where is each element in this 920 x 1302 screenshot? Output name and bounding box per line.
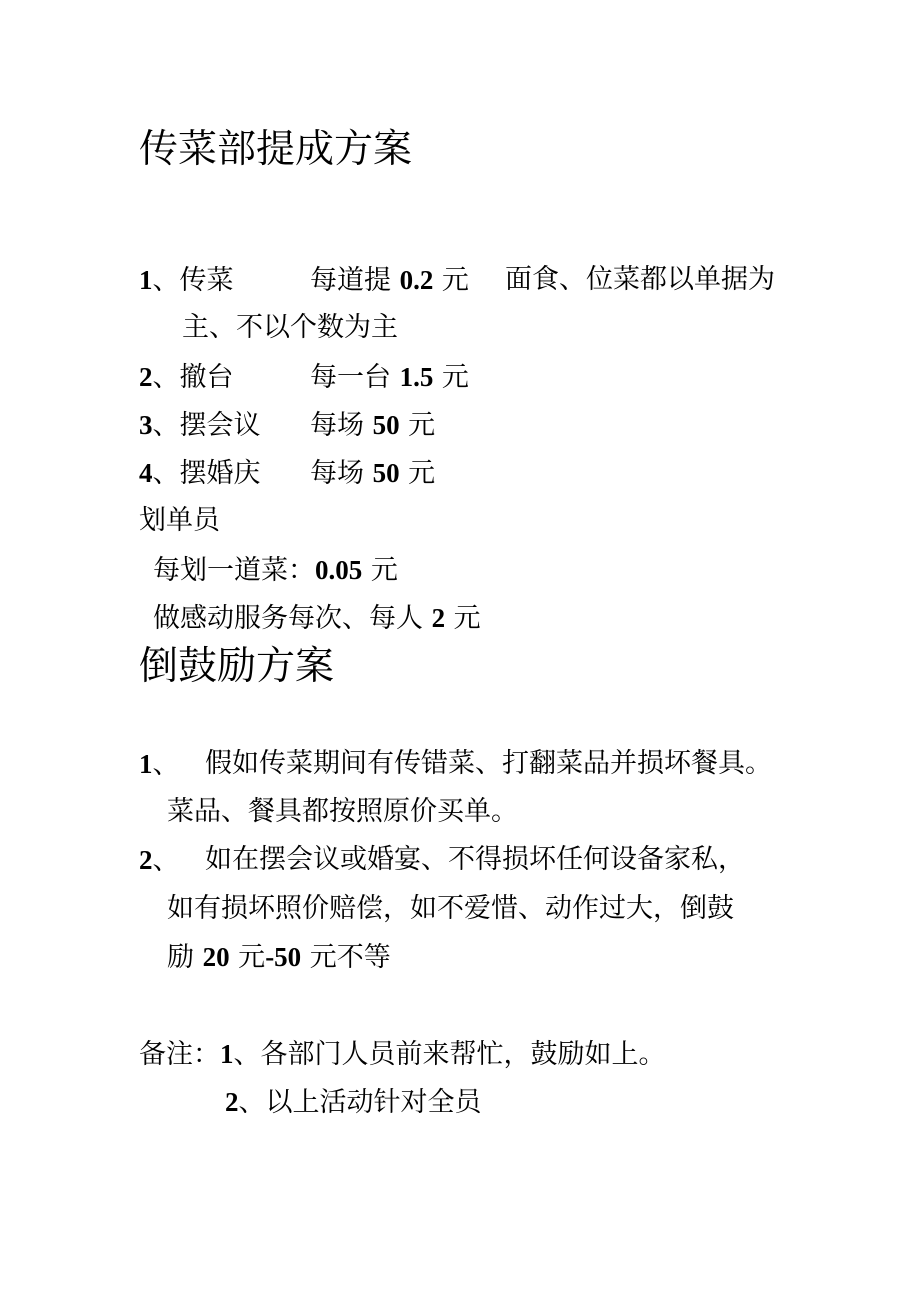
rule-number: 1、 — [139, 749, 180, 780]
list-item — [139, 264, 234, 297]
item-number: 1 — [139, 265, 153, 295]
rule-text: 假如传菜期间有传错菜、打翻菜品并损坏餐具。 — [205, 748, 772, 779]
item-note: 面食、位菜都以单据为 — [505, 264, 775, 295]
rule-text: 如在摆会议或婚宴、不得损坏任何设备家私， — [205, 844, 745, 875]
rule-text-continued: 菜品、餐具都按照原价买单。 — [167, 796, 518, 827]
list-item: 2、撤台 — [139, 362, 234, 393]
section-title: 倒鼓励方案 — [139, 644, 335, 689]
item-rate: 每一台 1.5 元 — [310, 362, 469, 393]
item-rate: 每场 50 元 — [310, 458, 436, 489]
item-note-continued: 主、不以个数为主 — [182, 312, 398, 343]
page-title: 传菜部提成方案 — [139, 127, 413, 172]
remark-label: 备注： — [139, 1039, 220, 1070]
remark-line-2: 2、以上活动针对全员 — [225, 1087, 482, 1118]
item-name: 、传菜 — [152, 265, 234, 296]
item-rate: 每道提 0.2 元 — [310, 265, 469, 296]
item-rate: 每场 50 元 — [310, 410, 436, 441]
rule-number: 2、 — [139, 845, 180, 876]
list-item: 3、摆会议 — [139, 410, 261, 441]
remark-line-1: 备注：1、各部门人员前来帮忙，鼓励如上。 — [139, 1039, 666, 1070]
clerk-line-1: 每划一道菜：0.05 元 — [153, 555, 398, 586]
clerk-line-2: 做感动服务每次、每人 2 元 — [153, 603, 481, 634]
rule-text-continued: 如有损坏照价赔偿，如不爱惜、动作过大，倒鼓 — [167, 893, 734, 924]
clerk-heading: 划单员 — [139, 505, 220, 536]
rule-text-continued: 励 20 元-50 元不等 — [167, 942, 391, 973]
list-item: 4、摆婚庆 — [139, 458, 261, 489]
